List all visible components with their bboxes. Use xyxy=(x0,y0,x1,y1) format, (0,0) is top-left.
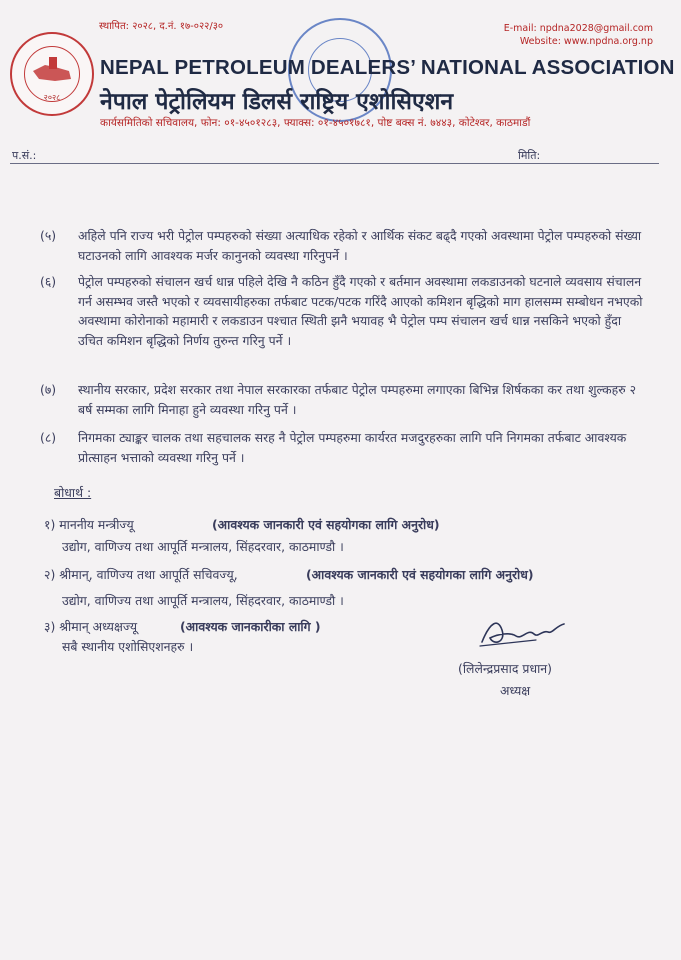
date-label: मिति: xyxy=(518,149,541,162)
point-number: (७) xyxy=(40,382,57,397)
cc-heading: बोधार्थ : xyxy=(54,485,92,500)
website-text: Website: www.npdna.org.np xyxy=(519,36,653,47)
cc-item-1-line2: उद्योग, वाणिज्य तथा आपूर्ति मन्त्रालय, सिंहदरवार, काठमाण्डौ । xyxy=(62,539,344,554)
org-title-nepali: नेपाल पेट्रोलियम डिलर्स राष्ट्रिय एशोसिएशन xyxy=(100,89,454,115)
org-title-english: NEPAL PETROLEUM DEALERS’ NATIONAL ASSOCIATION xyxy=(100,56,675,79)
established-info: स्थापित: २०२८, द.नं. १७-०२२/३० xyxy=(99,21,224,32)
contact-block xyxy=(504,22,653,48)
cc-item-3-line2: सबै स्थानीय एशोसिएशनहरु । xyxy=(62,639,194,654)
email-text: E-mail: npdna2028@gmail.com xyxy=(503,23,653,34)
point-item xyxy=(40,272,644,350)
point-item xyxy=(40,428,644,467)
point-text: अहिले पनि राज्य भरी पेट्रोल पम्पहरुको संख्या अत्याधिक रहेको र आर्थिक संकट बढ्दै गएको अवस्थामा पेट्रोल पम्पहरुको संख्या घटाउनको लागि आवश्यक मर्जर कानुनको व्यवस्था गरिनुपर्ने । xyxy=(78,228,642,263)
point-number: (५) xyxy=(40,228,57,243)
cc-item-2-line1: २) श्रीमान्, वाणिज्य तथा आपूर्ति सचिवज्यू, xyxy=(44,567,238,582)
signatory-designation: अध्यक्ष xyxy=(500,683,531,698)
cc-item-1-note: (आवश्यक जानकारी एवं सहयोगका लागि अनुरोध) xyxy=(212,517,440,532)
cc-item-2-line2: उद्योग, वाणिज्य तथा आपूर्ति मन्त्रालय, सिंहदरवार, काठमाण्डौ । xyxy=(62,593,344,608)
cc-item-1-line1: १) माननीय मन्त्रीज्यू xyxy=(44,517,134,532)
reference-label: प.सं.: xyxy=(12,149,37,162)
header-divider xyxy=(10,163,659,164)
handwritten-signature xyxy=(476,612,576,654)
signatory-name: (लिलेन्द्रप्रसाद प्रधान) xyxy=(458,661,552,676)
point-number: (६) xyxy=(40,274,57,289)
cc-item-2-note: (आवश्यक जानकारी एवं सहयोगका लागि अनुरोध) xyxy=(306,567,534,582)
point-text: स्थानीय सरकार, प्रदेश सरकार तथा नेपाल सरकारका तर्फबाट पेट्रोल पम्पहरुमा लगाएका बिभिन्न शिर्षकका कर तथा शुल्कहरु २ बर्ष सम्मका लागि मिनाहा हुने व्यवस्था गरिनु पर्ने । xyxy=(78,382,637,417)
logo-year: २०२८ xyxy=(43,93,61,102)
association-logo xyxy=(10,32,94,116)
point-item xyxy=(40,226,644,265)
point-number: (८) xyxy=(40,430,57,445)
cc-item-3-line1: ३) श्रीमान् अध्यक्षज्यू xyxy=(44,619,138,634)
point-item xyxy=(40,380,644,419)
cc-item-3-note: (आवश्यक जानकारीका लागि ) xyxy=(180,619,321,634)
point-text: निगमका ट्याङ्कर चालक तथा सहचालक सरह नै पेट्रोल पम्पहरुमा कार्यरत मजदुरहरुका लागि पनि निगमका तर्फबाट आवश्यक प्रोत्साहन भत्ताको व्यवस्था गरिनु पर्ने । xyxy=(78,430,627,465)
point-text: पेट्रोल पम्पहरुको संचालन खर्च धान्न पहिले देखि नै कठिन हुँदै गएको र बर्तमान अवस्थामा लकडाउनको घटनाले व्यवसाय संचालन गर्न असम्भव जस्तै भएको र व्यवसायीहरुका तर्फबाट पटक/पटक गरिंदै आएको कमिशन बृद्धिको माग हालसम्म सम्बोधन नभएको अवस्थामा कोरोनाको महामारी र लकडाउन पश्चात स्थिती झनै भयावह भै पेट्रोल पम्प संचालन खर्च धान्न नसकिने भएको हुँदा उचित कमिशन बृद्धिको निर्णय तुरुन्त गरिनु पर्ने । xyxy=(78,274,643,348)
office-address: कार्यसमितिको सचिवालय, फोन: ०१-४५०१२८३, फ्याक्स: ०१-४५०१७८१, पोष्ट बक्स नं. ७४४३, कोटेश्वर, काठमाडौं xyxy=(100,117,531,129)
